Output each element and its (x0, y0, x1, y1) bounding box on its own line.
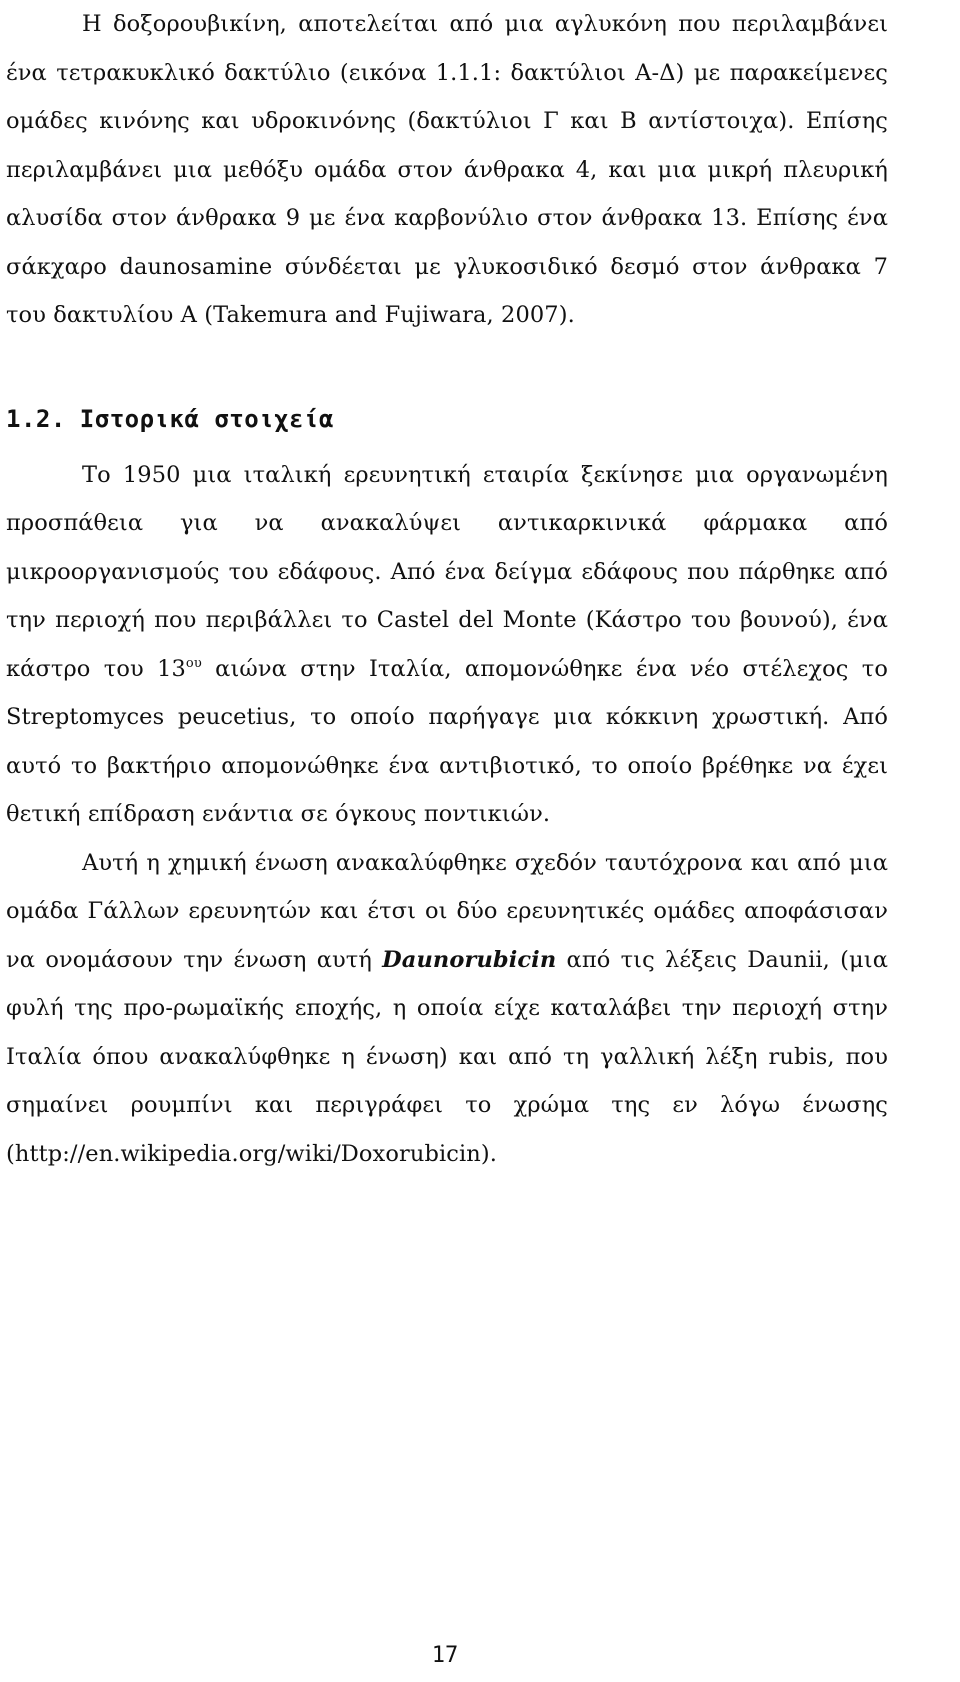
paragraph-history (6, 451, 888, 839)
paragraph-intro-text: Η δοξορουβικίνη, αποτελείται από μια αγλυκόνη που περιλαμβάνει ένα τετρακυκλικό δακτύλιο (εικόνα 1.1.1: δακτύλιοι Α-Δ) με παρακείμενες ομάδες κινόνης και υδροκινόνης (δακτύλιοι Γ και Β αντίστοιχα). Επίσης περιλαμβάνει μια μεθόξυ ομάδα στον άνθρακα 4, και μια μικρή πλευρική αλυσίδα στον άνθρακα 9 με ένα καρβονύλιο στον άνθρακα 13. Επίσης ένα σάκχαρο daunosamine σύνδέεται με γλυκοσιδικό δεσμό στον άνθρακα 7 του δακτυλίου Α (Takemura and Fujiwara, 2007). (6, 11, 888, 328)
section-number: 1.2. (6, 404, 66, 433)
paragraph-history-text-2: αιώνα στην Ιταλία, απομονώθηκε ένα νέο στέλεχος το Streptomyces peucetius, το οποίο παρήγαγε μια κόκκινη χρωστική. Από αυτό το βακτήριο απομονώθηκε ένα αντιβιοτικό, το οποίο βρέθηκε να έχει θετική επίδραση ενάντια σε όγκους ποντικιών. (6, 655, 888, 827)
document-page (6, 0, 888, 1178)
paragraph-name-origin (6, 839, 888, 1179)
paragraph-name-text-1: Αυτή η χημική ένωση ανακαλύφθηκε σχεδόν ταυτόχρονα και από μια ομάδα Γάλλων ερευνητών και έτσι οι δύο ερευνητικές ομάδες αποφάσισαν να ονομάσουν την ένωση αυτή (6, 849, 888, 973)
paragraph-history-text-1: Το 1950 μια ιταλική ερευνητική εταιρία ξεκίνησε μια οργανωμένη προσπάθεια για να ανακαλύψει αντικαρκινικά φάρμακα από μικροοργανισμούς του εδάφους. Από ένα δείγμα εδάφους που πάρθηκε από την περιοχή που περιβάλλει το Castel del Monte (Κάστρο του βουνού), ένα κάστρο του 13 (6, 461, 888, 682)
paragraph-name-text-2: από τις λέξεις Daunii, (μια φυλή της προ-ρωμαϊκής εποχής, η οποία είχε καταλάβει την περιοχή στην Ιταλία όπου ανακαλύφθηκε η ένωση) και από τη γαλλική λέξη rubis, που σημαίνει ρουμπίνι και περιγράφει το χρώμα της εν λόγω ένωσης (http://en.wikipedia.org/wiki/Doxorubicin). (6, 946, 888, 1167)
section-heading (6, 389, 888, 449)
paragraph-intro (6, 0, 888, 340)
section-title: Ιστορικά στοιχεία (79, 404, 334, 433)
compound-name-term: Daunorubicin (382, 946, 557, 973)
page-number: 17 (431, 1643, 459, 1668)
ordinal-superscript: ου (185, 655, 202, 671)
